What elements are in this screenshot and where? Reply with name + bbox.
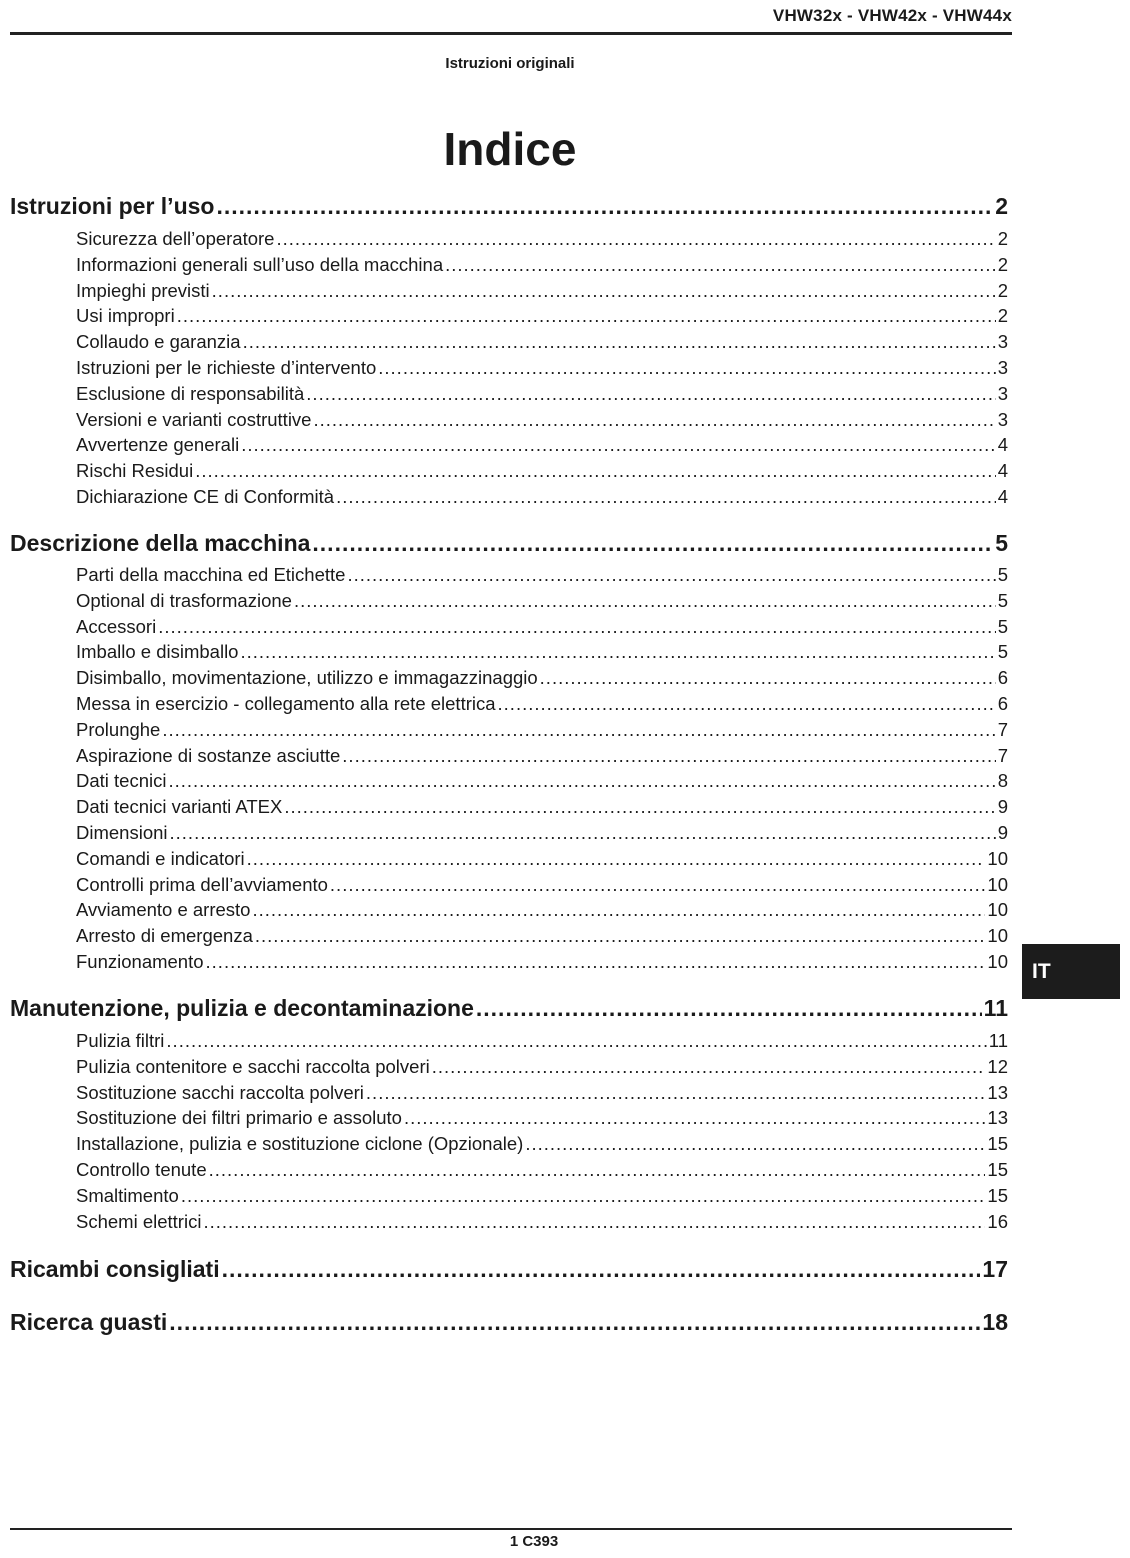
toc-entry-page: 12 — [987, 1055, 1008, 1077]
toc-entry[interactable] — [76, 796, 1008, 818]
toc-section-label: Ricerca guasti — [10, 1309, 168, 1335]
toc-entry-page: 10 — [987, 899, 1008, 921]
toc-entry[interactable] — [76, 822, 1008, 844]
toc-entry-page: 5 — [997, 615, 1008, 637]
toc-leader-dots — [166, 1030, 986, 1052]
toc-section-label: Descrizione della macchina — [10, 530, 311, 556]
toc-leader-dots — [241, 434, 996, 456]
toc-entry[interactable] — [76, 280, 1008, 302]
toc-leader-dots — [203, 1211, 985, 1233]
toc-entry-label: Smaltimento — [76, 1184, 179, 1206]
toc-entry[interactable] — [76, 1133, 1008, 1155]
toc-entry[interactable] — [76, 383, 1008, 405]
document-subtitle: Istruzioni originali — [445, 55, 575, 72]
toc-entry-page: 9 — [997, 822, 1008, 843]
toc-entry-page: 4 — [997, 486, 1008, 507]
toc-entry-label: Dichiarazione CE di Conformità — [76, 486, 335, 507]
toc-entry-label: Informazioni generali sull’uso della macchina — [76, 253, 444, 275]
toc-entry-label: Rischi Residui — [76, 460, 194, 482]
toc-entry[interactable] — [76, 848, 1008, 870]
toc-entry-label: Istruzioni per le richieste d’intervento — [76, 357, 377, 378]
toc-entry-label: Prolunghe — [76, 718, 161, 740]
toc-entry-page: 3 — [997, 382, 1008, 404]
toc-section[interactable] — [10, 995, 1008, 1022]
toc-entry-page: 4 — [997, 460, 1008, 482]
toc-entry-page: 7 — [997, 718, 1008, 740]
toc-entry-label: Collaudo e garanzia — [76, 331, 241, 353]
toc-entry-label: Funzionamento — [76, 951, 204, 972]
toc-leader-dots — [366, 1082, 986, 1104]
toc-entry-page: 5 — [997, 641, 1008, 663]
toc-entry-page: 7 — [997, 744, 1008, 766]
toc-entry[interactable] — [76, 616, 1008, 638]
toc-entry[interactable] — [76, 1056, 1008, 1078]
page-title: Indice — [443, 123, 577, 175]
toc-entry[interactable] — [76, 1185, 1008, 1207]
toc-leader-dots — [255, 925, 986, 947]
toc-entry-page: 2 — [997, 279, 1008, 301]
toc-section-page: 17 — [982, 1256, 1008, 1282]
toc-leader-dots — [313, 409, 995, 431]
toc-leader-dots — [336, 486, 996, 508]
toc-entry[interactable] — [76, 590, 1008, 612]
toc-entry-label: Controlli prima dell’avviamento — [76, 873, 328, 895]
toc-entry[interactable] — [76, 1107, 1008, 1129]
toc-leader-dots — [240, 641, 995, 663]
toc-entry[interactable] — [76, 434, 1008, 456]
toc-section[interactable] — [10, 1309, 1008, 1336]
toc-entry[interactable] — [76, 925, 1008, 947]
toc-section-page: 2 — [995, 193, 1008, 219]
toc-entry[interactable] — [76, 899, 1008, 921]
toc-leader-dots — [306, 383, 995, 405]
toc-entry-page: 13 — [987, 1081, 1008, 1103]
toc-leader-dots — [216, 193, 993, 220]
toc-entry-page: 3 — [997, 408, 1008, 430]
toc-entry[interactable] — [76, 305, 1008, 327]
toc-leader-dots — [206, 951, 986, 973]
toc-entry-page: 3 — [997, 357, 1008, 378]
toc-entry[interactable] — [76, 409, 1008, 431]
toc-entry-page: 2 — [997, 228, 1008, 249]
toc-leader-dots — [347, 564, 995, 586]
toc-leader-dots — [212, 280, 996, 302]
toc-entry-label: Parti della macchina ed Etichette — [76, 564, 346, 585]
toc-entry[interactable] — [76, 1159, 1008, 1181]
toc-entry[interactable] — [76, 486, 1008, 508]
toc-entry[interactable] — [76, 951, 1008, 973]
toc-section[interactable] — [10, 193, 1008, 220]
toc-leader-dots — [222, 1256, 981, 1283]
document-model: VHW32x - VHW42x - VHW44x — [772, 6, 1012, 25]
toc-leader-dots — [498, 693, 996, 715]
toc-entry-page: 9 — [997, 796, 1008, 818]
toc-leader-dots — [162, 719, 995, 741]
toc-leader-dots — [294, 590, 996, 612]
toc-leader-dots — [252, 899, 985, 921]
toc-entry-label: Avviamento e arresto — [76, 899, 251, 921]
toc-entry-label: Controllo tenute — [76, 1159, 207, 1180]
toc-entry-page: 11 — [988, 1030, 1008, 1051]
toc-entry[interactable] — [76, 1082, 1008, 1104]
document-code: 1 C393 — [509, 1533, 559, 1550]
toc-entry-label: Impieghi previsti — [76, 279, 210, 301]
toc-leader-dots — [540, 667, 996, 689]
toc-entry-page: 15 — [987, 1159, 1008, 1180]
toc-leader-dots — [243, 331, 996, 353]
toc-leader-dots — [330, 874, 986, 896]
toc-entry-page: 6 — [997, 693, 1008, 714]
toc-entry[interactable] — [76, 1211, 1008, 1233]
toc-leader-dots — [181, 1185, 986, 1207]
toc-entry-page: 15 — [987, 1184, 1008, 1206]
toc-entry-page: 5 — [997, 589, 1008, 611]
toc-section-label: Istruzioni per l’uso — [10, 193, 215, 219]
toc-leader-dots — [525, 1133, 985, 1155]
toc-leader-dots — [432, 1056, 986, 1078]
toc-entry-label: Imballo e disimballo — [76, 641, 239, 663]
toc-entry[interactable] — [76, 874, 1008, 896]
toc-leader-dots — [170, 822, 996, 844]
toc-leader-dots — [247, 848, 986, 870]
toc-entry-label: Sostituzione dei filtri primario e assoluto — [76, 1107, 402, 1129]
toc-entry-page: 3 — [997, 331, 1008, 353]
toc-entry-page: 16 — [987, 1210, 1008, 1232]
toc-section[interactable] — [10, 530, 1008, 557]
toc-entry-label: Pulizia filtri — [76, 1030, 165, 1051]
toc-entry[interactable] — [76, 254, 1008, 276]
toc-leader-dots — [158, 616, 996, 638]
toc-entry-label: Disimballo, movimentazione, utilizzo e immagazzinaggio — [76, 667, 538, 689]
toc-entry[interactable] — [76, 693, 1008, 715]
toc-entry-page: 6 — [997, 667, 1008, 689]
toc-entry-label: Comandi e indicatori — [76, 847, 245, 869]
toc-entry-page: 13 — [987, 1107, 1008, 1129]
toc-leader-dots — [177, 305, 996, 327]
toc-entry[interactable] — [76, 357, 1008, 379]
toc-entry-page: 2 — [997, 305, 1008, 327]
toc-entry-label: Avvertenze generali — [76, 434, 240, 456]
toc-entry[interactable] — [76, 667, 1008, 689]
toc-entry[interactable] — [76, 228, 1008, 250]
toc-leader-dots — [476, 995, 982, 1022]
toc-entry[interactable] — [76, 331, 1008, 353]
toc-section-label: Ricambi consigliati — [10, 1256, 220, 1282]
toc-entry[interactable] — [76, 564, 1008, 586]
toc-entry-page: 10 — [987, 925, 1008, 947]
toc-section[interactable] — [10, 1256, 1008, 1283]
toc-entry-label: Messa in esercizio - collegamento alla rete elettrica — [76, 693, 496, 714]
language-tab: IT — [1022, 944, 1120, 999]
toc-entry[interactable] — [76, 641, 1008, 663]
toc-leader-dots — [445, 254, 996, 276]
toc-entry-page: 8 — [997, 770, 1008, 792]
toc-leader-dots — [168, 770, 995, 792]
toc-section-page: 11 — [983, 995, 1008, 1021]
toc-leader-dots — [342, 745, 995, 767]
toc-leader-dots — [312, 530, 993, 557]
toc-section-label: Manutenzione, pulizia e decontaminazione — [10, 995, 474, 1021]
toc-entry-label: Dati tecnici — [76, 770, 167, 792]
toc-entry-label: Installazione, pulizia e sostituzione ciclone (Opzionale) — [76, 1133, 524, 1155]
toc-entry[interactable] — [76, 719, 1008, 741]
toc-entry-page: 5 — [997, 564, 1008, 585]
toc-entry-label: Optional di trasformazione — [76, 589, 292, 611]
toc-leader-dots — [209, 1159, 986, 1181]
toc-entry[interactable] — [76, 770, 1008, 792]
toc-entry-label: Accessori — [76, 615, 157, 637]
toc-section-page: 18 — [982, 1309, 1008, 1335]
footer-rule — [10, 1528, 1012, 1530]
toc-entry-page: 10 — [987, 951, 1008, 972]
toc-leader-dots — [404, 1107, 985, 1129]
toc-entry-label: Sicurezza dell’operatore — [76, 228, 275, 249]
toc-entry[interactable] — [76, 745, 1008, 767]
toc-leader-dots — [378, 357, 995, 379]
toc-entry-label: Aspirazione di sostanze asciutte — [76, 744, 341, 766]
toc-entry-page: 10 — [987, 847, 1008, 869]
header-rule — [10, 32, 1012, 35]
toc-entry-label: Usi impropri — [76, 305, 175, 327]
toc-entry-label: Dati tecnici varianti ATEX — [76, 796, 283, 818]
toc-entry-label: Dimensioni — [76, 822, 168, 843]
toc-leader-dots — [284, 796, 995, 818]
toc-section-page: 5 — [995, 530, 1008, 556]
toc-entry[interactable] — [76, 1030, 1008, 1052]
toc-entry-page: 2 — [997, 253, 1008, 275]
toc-entry-page: 15 — [987, 1133, 1008, 1155]
toc-entry-page: 10 — [987, 873, 1008, 895]
toc-entry-label: Schemi elettrici — [76, 1210, 202, 1232]
toc-entry-label: Versioni e varianti costruttive — [76, 408, 312, 430]
toc-entry-label: Sostituzione sacchi raccolta polveri — [76, 1081, 364, 1103]
toc-entry-page: 4 — [997, 434, 1008, 456]
toc-entry-label: Esclusione di responsabilità — [76, 382, 305, 404]
toc-leader-dots — [169, 1309, 980, 1336]
toc-leader-dots — [276, 228, 995, 250]
toc-entry-label: Pulizia contenitore e sacchi raccolta polveri — [76, 1055, 430, 1077]
toc-leader-dots — [195, 460, 995, 482]
toc-entry[interactable] — [76, 460, 1008, 482]
toc-entry-label: Arresto di emergenza — [76, 925, 253, 947]
